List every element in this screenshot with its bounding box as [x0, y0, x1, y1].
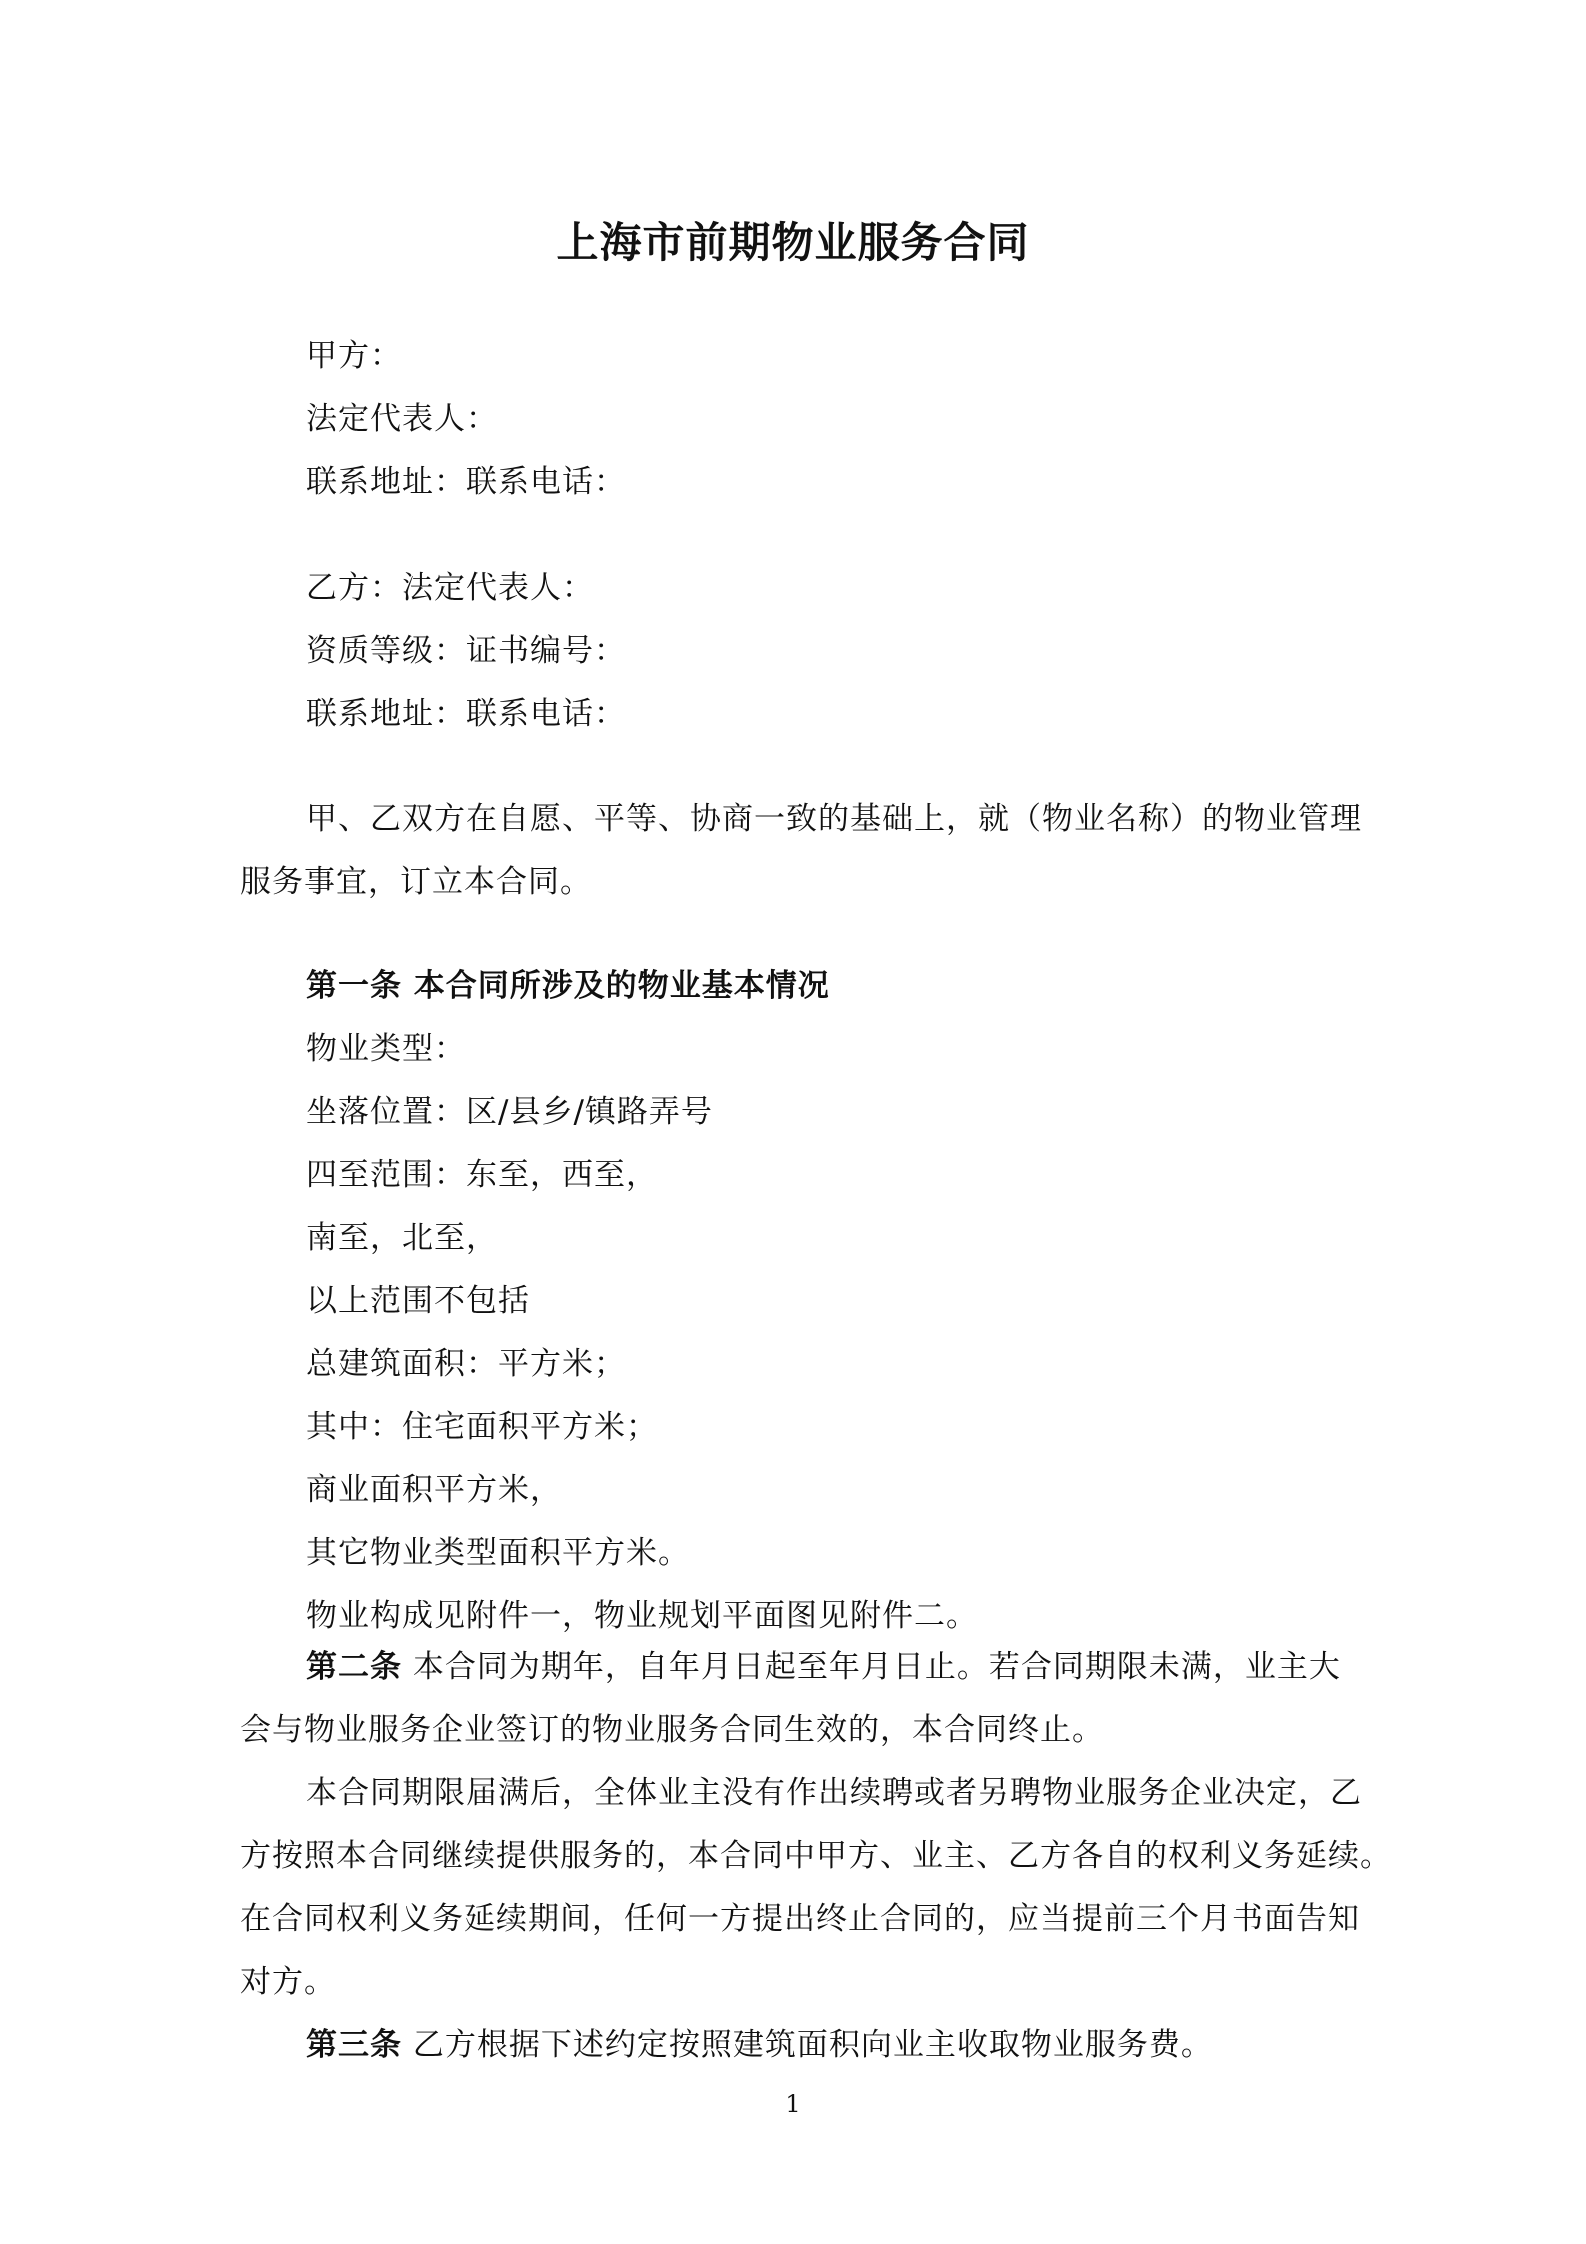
article-2-paragraph-2-line-3: 在合同权利义务延续期间，任何一方提出终止合同的，应当提前三个月书面告知	[240, 1901, 1360, 1937]
article-1-item: 物业类型：	[306, 1031, 466, 1067]
article-1-item: 坐落位置：区/县乡/镇路弄号	[306, 1094, 713, 1130]
article-1-item: 以上范围不包括	[306, 1283, 530, 1319]
article-1-number: 第一条	[306, 968, 402, 1004]
article-1-item: 南至，北至，	[306, 1220, 498, 1256]
article-2-paragraph-2-line-4: 对方。	[240, 1964, 336, 2000]
article-2-paragraph-2-line-2: 方按照本合同继续提供服务的，本合同中甲方、业主、乙方各自的权利义务延续。	[240, 1838, 1392, 1874]
article-1-item: 商业面积平方米，	[306, 1472, 562, 1508]
article-1-title: 本合同所涉及的物业基本情况	[402, 968, 830, 1004]
party-a-name: 甲方：	[306, 338, 402, 374]
document-title: 上海市前期物业服务合同	[556, 218, 1030, 267]
page-number: 1	[785, 2090, 801, 2118]
article-3-text: 乙方根据下述约定按照建筑面积向业主收取物业服务费。	[402, 2027, 1213, 2063]
party-b-contact: 联系地址：联系电话：	[306, 696, 626, 732]
article-3-number: 第三条	[306, 2027, 402, 2063]
article-1-heading	[306, 960, 830, 1005]
party-b-name-representative: 乙方：法定代表人：	[306, 570, 594, 606]
article-1-item: 总建筑面积：平方米；	[306, 1346, 626, 1382]
party-b-qualification: 资质等级：证书编号：	[306, 633, 626, 669]
article-1-item: 其它物业类型面积平方米。	[306, 1535, 690, 1571]
party-a-representative: 法定代表人：	[306, 401, 498, 437]
article-1-item: 其中：住宅面积平方米；	[306, 1409, 658, 1445]
article-1-item: 四至范围：东至，西至，	[306, 1157, 658, 1193]
preamble-line-2: 服务事宜，订立本合同。	[240, 864, 592, 900]
article-2-number: 第二条	[306, 1649, 402, 1685]
party-a-contact: 联系地址：联系电话：	[306, 464, 626, 500]
article-3-line	[306, 2019, 1213, 2064]
preamble-line-1: 甲、乙双方在自愿、平等、协商一致的基础上，就（物业名称）的物业管理	[306, 801, 1362, 837]
article-2-paragraph-2-line-1: 本合同期限届满后，全体业主没有作出续聘或者另聘物业服务企业决定，乙	[306, 1775, 1362, 1811]
article-2-text: 本合同为期年，自年月日起至年月日止。若合同期限未满，业主大	[402, 1649, 1341, 1685]
article-2-line-2: 会与物业服务企业签订的物业服务合同生效的，本合同终止。	[240, 1712, 1104, 1748]
article-2-line-1	[306, 1641, 1341, 1686]
article-1-item: 物业构成见附件一，物业规划平面图见附件二。	[306, 1598, 978, 1634]
